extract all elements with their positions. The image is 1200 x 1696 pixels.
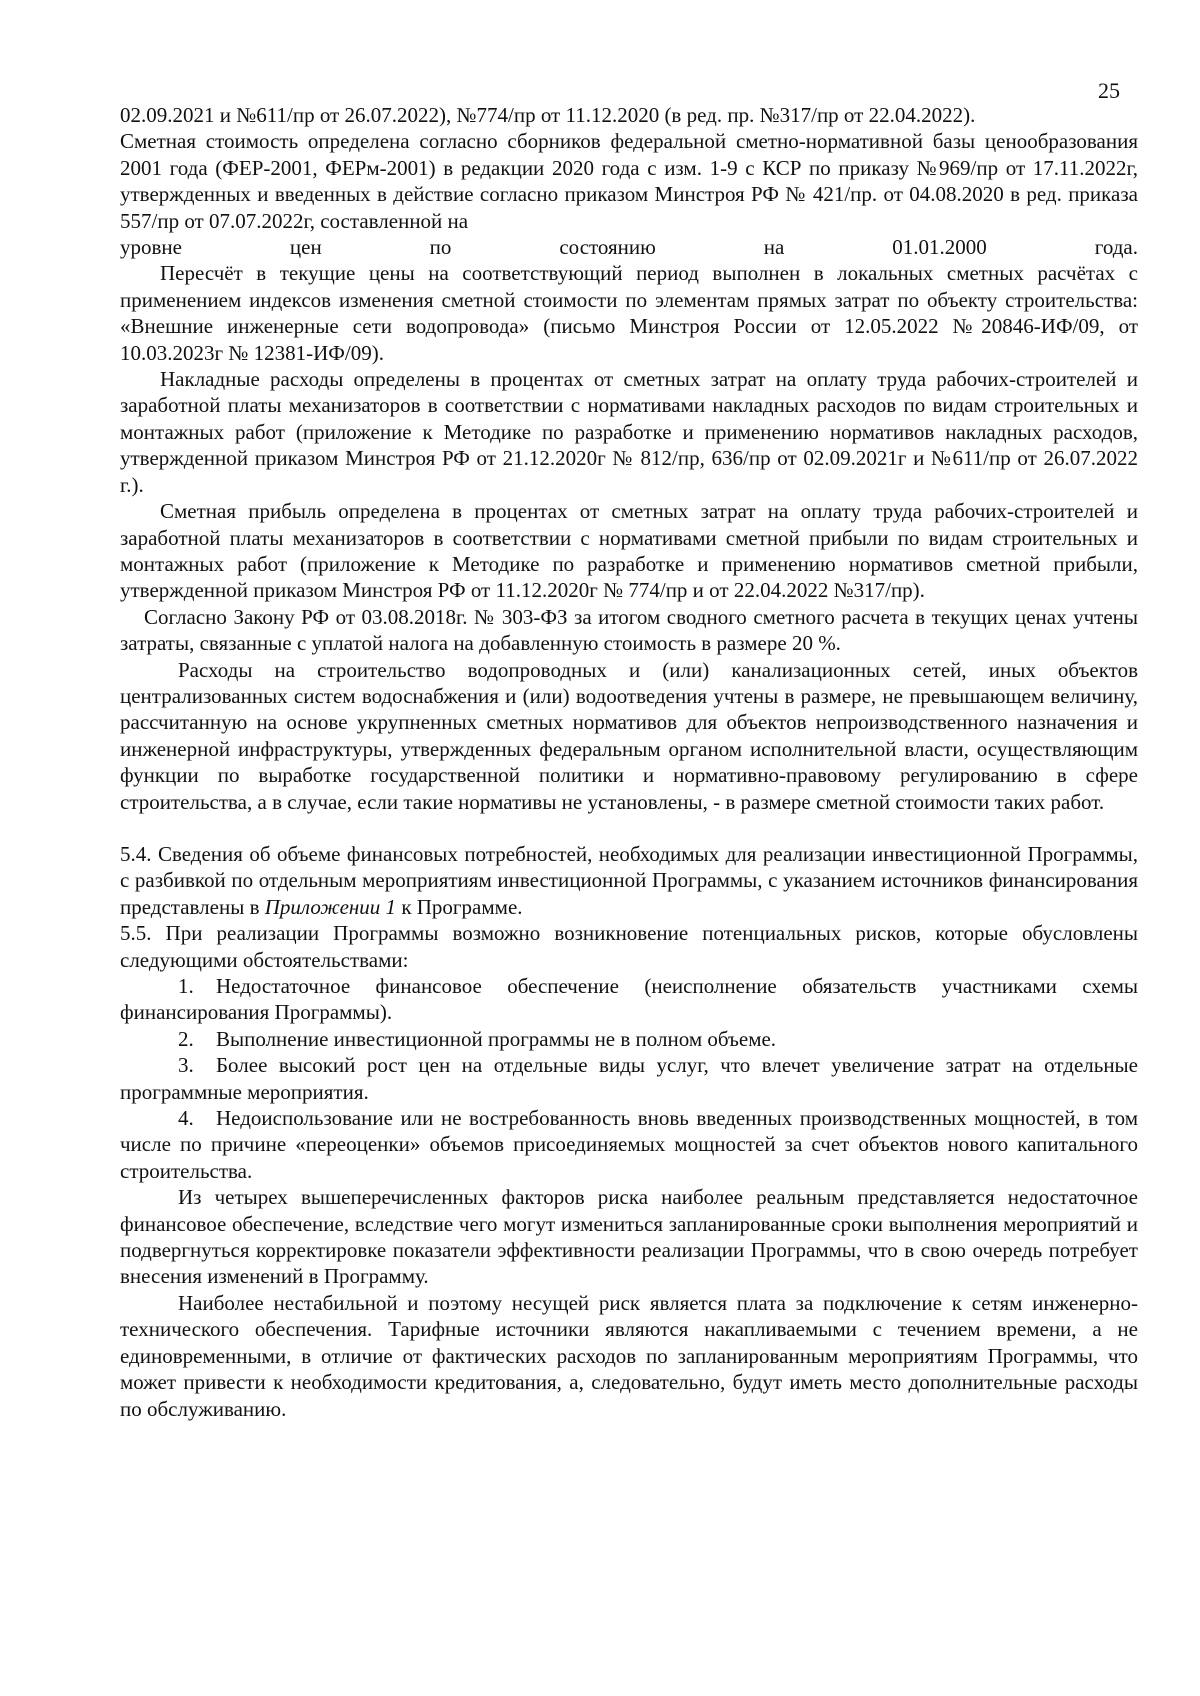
risk-list-text: Более высокий рост цен на отдельные виды услуг, что влечет увеличение затрат на отдельные программные мероприятия.	[120, 1053, 1138, 1104]
paragraph-overhead-costs: Накладные расходы определены в процентах от сметных затрат на оплату труда рабочих-строителей и заработной платы механизаторов в соответствии с нормативами накладных расходов по видам строительных и монтажных работ (приложение к Методике по разработке и применению нормативов накладных расходов, утвержденной приказом Минстроя РФ от 21.12.2020г № 812/пр, 636/пр от 02.09.2021г и №611/пр от 26.07.2022 г.).	[120, 367, 1138, 497]
risk-list-number: 4.	[178, 1106, 194, 1131]
document-body	[120, 102, 1138, 1422]
risk-list-item	[120, 1052, 1138, 1105]
risk-list-item	[120, 1026, 1138, 1052]
paragraph-estimated-cost: Сметная стоимость определена согласно сборников федеральной сметно-нормативной базы ценообразования 2001 года (ФЕР-2001, ФЕРм-2001) в редакции 2020 года с изм. 1-9 с КСР по приказу №969/пр от 17.11.2022г, утвержденных и введенных в действие согласно приказом Минстроя РФ № 421/пр. от 04.08.2020 в ред. приказа 557/пр от 07.07.2022г, составленной на	[120, 129, 1138, 233]
section-5-5: 5.5. При реализации Программы возможно возникновение потенциальных рисков, которые обусловлены следующими обстоятельствами:	[120, 921, 1138, 972]
paragraph-network-costs: Расходы на строительство водопроводных и (или) канализационных сетей, иных объектов централизованных систем водоснабжения и (или) водоотведения учтены в размере, не превышающем величину, рассчитанную на основе укрупненных сметных нормативов для объектов непроизводственного назначения и инженерной инфраструктуры, утвержденных федеральным органом исполнительной власти, осуществляющим функции по выработке государственной политики и нормативно-правовому регулированию в сфере строительства, а в случае, если такие нормативы не установлены, - в размере сметной стоимости таких работ.	[120, 657, 1138, 814]
page-number: 25	[1098, 78, 1120, 103]
risk-list-text: Недостаточное финансовое обеспечение (неисполнение обязательств участниками схемы финансирования Программы).	[120, 974, 1138, 1025]
paragraph-connection-fee-risk: Наиболее нестабильной и поэтому несущей риск является плата за подключение к сетям инженерно-технического обеспечения. Тарифные источники являются накапливаемыми с течением времени, а не единовременными, в отличие от фактических расходов по запланированным мероприятиям Программы, что может привести к необходимости кредитования, а, следовательно, будут иметь место дополнительные расходы по обслуживанию.	[120, 1290, 1138, 1421]
section-5-4-tail: к Программе.	[396, 894, 523, 919]
risk-list-text: Недоиспользование или не востребованность вновь введенных производственных мощностей, в том числе по причине «переоценки» объемов присоединяемых мощностей за счет объектов нового капитального строительства.	[120, 1106, 1138, 1183]
risk-list-number: 2.	[178, 1026, 194, 1051]
risk-list-text: Выполнение инвестиционной программы не в полном объеме.	[216, 1026, 777, 1051]
paragraph-risk-assessment: Из четырех вышеперечисленных факторов риска наиболее реальным представляется недостаточное финансовое обеспечение, вследствие чего могут измениться запланированные сроки выполнения мероприятий и подвергнуться корректировке показатели эффективности реализации Программы, что в свою очередь потребует внесения изменений в Программу.	[120, 1185, 1138, 1289]
paragraph-estimated-profit: Сметная прибыль определена в процентах от сметных затрат на оплату труда рабочих-строителей и заработной платы механизаторов в соответствии с нормативами сметной прибыли по видам строительных и монтажных работ (приложение к Методике по разработке и применению нормативов сметной прибыли, утвержденной приказом Минстроя РФ от 11.12.2020г № 774/пр и от 22.04.2022 №317/пр).	[120, 499, 1138, 603]
paragraph-vat: Согласно Закону РФ от 03.08.2018г. № 303-ФЗ за итогом сводного сметного расчета в текущих ценах учтены затраты, связанные с уплатой налога на добавленную стоимость в размере 20 %.	[120, 604, 1138, 656]
paragraph-recalculation: Пересчёт в текущие цены на соответствующий период выполнен в локальных сметных расчётах с применением индексов изменения сметной стоимости по элементам прямых затрат по объекту строительства: «Внешние инженерные сети водопровода» (письмо Минстроя России от 12.05.2022 №20846-ИФ/09, от 10.03.2023г № 12381-ИФ/09).	[120, 261, 1138, 365]
risk-list-number: 3.	[178, 1053, 194, 1078]
risk-list-item	[120, 1105, 1138, 1184]
spacer	[120, 815, 1138, 841]
section-5-4-text: 5.4. Сведения об объеме финансовых потребностей, необходимых для реализации инвестиционной Программы, с разбивкой по отдельным мероприятиям инвестиционной Программы, с указанием источников финансирования представлены в	[120, 841, 1138, 919]
paragraph-continuation: 02.09.2021 и №611/пр от 26.07.2022), №774/пр от 11.12.2020 (в ред. пр. №317/пр от 22.04.2022).	[120, 103, 976, 127]
section-5-4	[120, 841, 1138, 920]
risk-list-item	[120, 973, 1138, 1026]
appendix-reference-link[interactable]: Приложении 1	[264, 894, 397, 919]
paragraph-estimated-cost-end: уровне цен по состоянию на 01.01.2000 года.	[120, 235, 1138, 260]
risk-list-number: 1.	[178, 974, 194, 998]
